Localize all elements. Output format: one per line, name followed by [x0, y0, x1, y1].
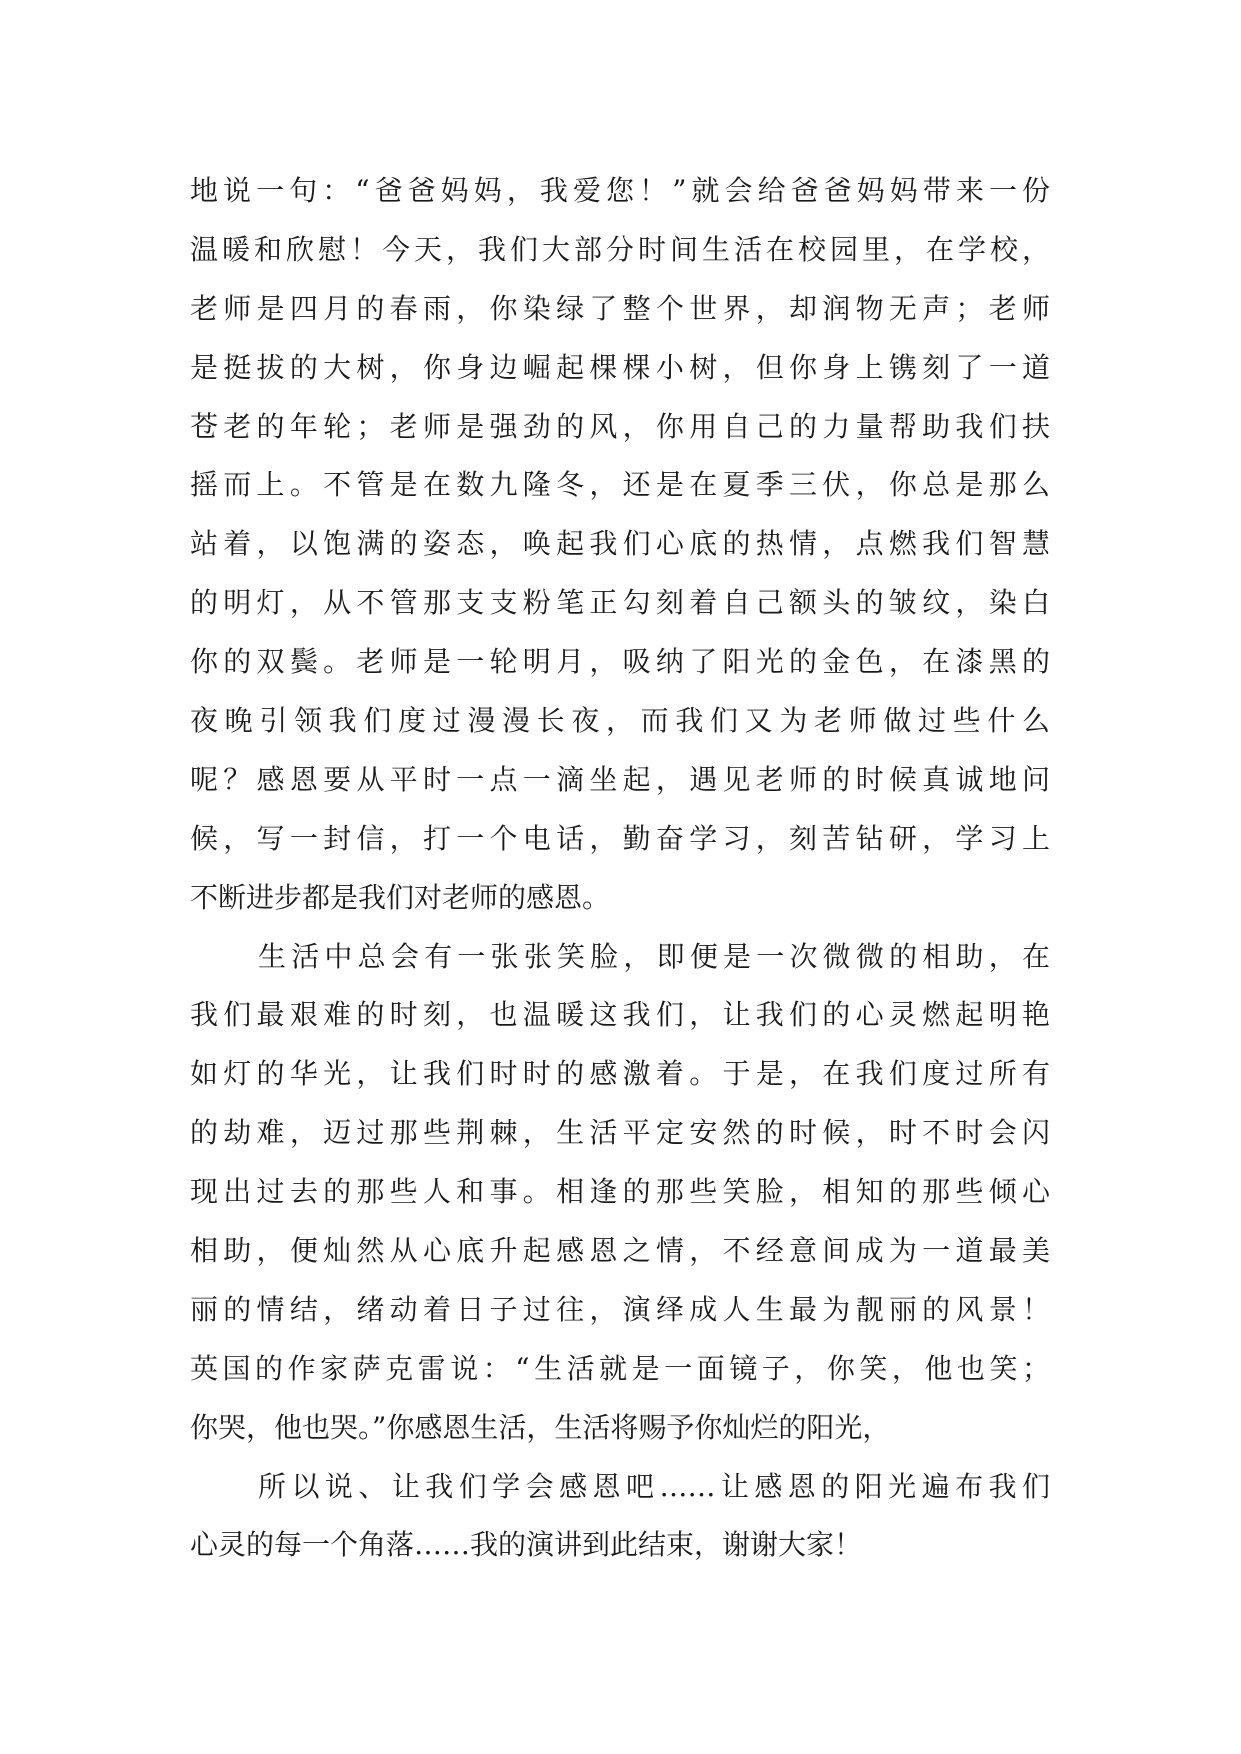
paragraph — [190, 928, 1050, 1458]
text-line: 夜晚引领我们度过漫漫长夜，而我们又为老师做过些什么 — [190, 704, 1050, 738]
text-line: 相助，便灿然从心底升起感恩之情，不经意间成为一道最美 — [190, 1234, 1050, 1268]
text-line: 生活中总会有一张张笑脸，即便是一次微微的相助，在 — [258, 939, 1050, 973]
document-body — [190, 162, 1050, 1575]
text-line: 你哭，他也哭。”你感恩生活，生活将赐予你灿烂的阳光， — [190, 1410, 891, 1444]
text-line: 苍老的年轮；老师是强劲的风，你用自己的力量帮助我们扶 — [190, 409, 1050, 443]
text-line: 丽的情结，绪动着日子过往，演绎成人生最为靓丽的风景！ — [190, 1292, 1050, 1326]
text-line: 温暖和欣慰！今天，我们大部分时间生活在校园里，在学校， — [190, 232, 1050, 266]
text-line: 的劫难，迈过那些荆棘，生活平定安然的时候，时不时会闪 — [190, 1116, 1050, 1150]
paragraph — [190, 162, 1050, 928]
text-line: 如灯的华光，让我们时时的感激着。于是，在我们度过所有 — [190, 1057, 1050, 1091]
text-line: 的明灯，从不管那支支粉笔正勾刻着自己额头的皱纹，染白 — [190, 586, 1050, 620]
text-line: 现出过去的那些人和事。相逢的那些笑脸，相知的那些倾心 — [190, 1175, 1050, 1209]
text-line: 呢？感恩要从平时一点一滴坐起，遇见老师的时候真诚地问 — [190, 762, 1050, 796]
text-line: 不断进步都是我们对老师的感恩。 — [190, 880, 611, 914]
paragraph — [190, 1458, 1050, 1576]
text-line: 候，写一封信，打一个电话，勤奋学习，刻苦钻研，学习上 — [190, 821, 1050, 855]
text-line: 我们最艰难的时刻，也温暖这我们，让我们的心灵燃起明艳 — [190, 998, 1050, 1032]
text-line: 站着，以饱满的姿态，唤起我们心底的热情，点燃我们智慧 — [190, 527, 1050, 561]
text-line: 英国的作家萨克雷说：“生活就是一面镜子，你笑，他也笑； — [190, 1351, 1050, 1385]
text-line: 摇而上。不管是在数九隆冬，还是在夏季三伏，你总是那么 — [190, 468, 1050, 502]
text-line: 你的双鬓。老师是一轮明月，吸纳了阳光的金色，在漆黑的 — [190, 645, 1050, 679]
text-line: 心灵的每一个角落……我的演讲到此结束，谢谢大家！ — [190, 1528, 863, 1562]
text-line: 老师是四月的春雨，你染绿了整个世界，却润物无声；老师 — [190, 291, 1050, 325]
text-line: 是挺拔的大树，你身边崛起棵棵小树，但你身上镌刻了一道 — [190, 350, 1050, 384]
text-line: 所以说、让我们学会感恩吧……让感恩的阳光遍布我们 — [258, 1469, 1050, 1503]
text-line: 地说一句：“爸爸妈妈，我爱您！”就会给爸爸妈妈带来一份 — [190, 174, 1050, 207]
